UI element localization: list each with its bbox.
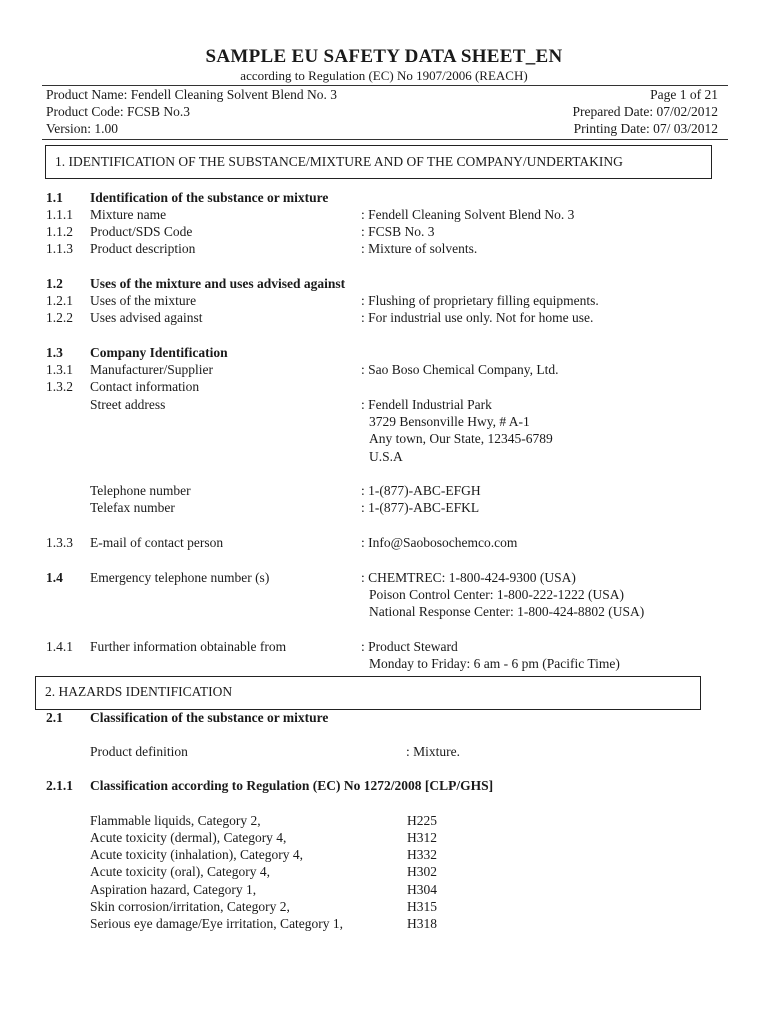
product-code: Product Code: FCSB No.3 xyxy=(46,104,191,119)
s1-3-1-num: 1.3.1 xyxy=(46,362,73,377)
s1-1-1-num: 1.1.1 xyxy=(46,207,73,222)
telefax-value: : 1-(877)-ABC-EFKL xyxy=(361,500,480,515)
telephone-value: : 1-(877)-ABC-EFGH xyxy=(361,483,481,498)
s1-3-2-num: 1.3.2 xyxy=(46,379,73,394)
classification-code: H304 xyxy=(407,882,437,897)
section-1-heading: 1. IDENTIFICATION OF THE SUBSTANCE/MIXTURE AND OF THE COMPANY/UNDERTAKING xyxy=(45,145,712,179)
s1-1-2-num: 1.1.2 xyxy=(46,224,73,239)
emergency-phone-line-2: Poison Control Center: 1-800-222-1222 (USA) xyxy=(369,587,624,602)
s1-1-num: 1.1 xyxy=(46,190,63,205)
street-address-line-2: 3729 Bensonville Hwy, # A-1 xyxy=(369,414,530,429)
classification-code: H312 xyxy=(407,830,437,845)
classification-label: Acute toxicity (inhalation), Category 4, xyxy=(90,847,303,862)
mixture-name-value: : Fendell Cleaning Solvent Blend No. 3 xyxy=(361,207,575,222)
classification-code: H315 xyxy=(407,899,437,914)
product-name: Product Name: Fendell Cleaning Solvent Blend No. 3 xyxy=(46,87,337,102)
contact-information-label: Contact information xyxy=(90,379,200,394)
product-definition-label: Product definition xyxy=(90,744,188,759)
s1-4-num: 1.4 xyxy=(46,570,63,585)
classification-code: H302 xyxy=(407,864,437,879)
email-value: : Info@Saobosochemco.com xyxy=(361,535,518,550)
manufacturer-value: : Sao Boso Chemical Company, Ltd. xyxy=(361,362,559,377)
printing-date: Printing Date: 07/ 03/2012 xyxy=(573,121,718,136)
header-top-rule xyxy=(42,85,728,86)
s1-2-2-num: 1.2.2 xyxy=(46,310,73,325)
classification-label: Skin corrosion/irritation, Category 2, xyxy=(90,899,290,914)
sds-code-value: : FCSB No. 3 xyxy=(361,224,435,239)
s2-1-label: Classification of the substance or mixture xyxy=(90,710,329,725)
header-bottom-rule xyxy=(42,139,728,140)
classification-code: H318 xyxy=(407,916,437,931)
street-address-label: Street address xyxy=(90,397,166,412)
emergency-phone-line-3: National Response Center: 1-800-424-8802 (USA) xyxy=(369,604,645,619)
prepared-date: Prepared Date: 07/02/2012 xyxy=(572,104,718,119)
s2-1-1-label: Classification according to Regulation (EC) No 1272/2008 [CLP/GHS] xyxy=(90,778,494,793)
classification-code: H332 xyxy=(407,847,437,862)
classification-label: Serious eye damage/Eye irritation, Category 1, xyxy=(90,916,344,931)
s1-3-num: 1.3 xyxy=(46,345,63,360)
page-number: Page 1 of 21 xyxy=(650,87,718,102)
version: Version: 1.00 xyxy=(46,121,118,136)
uses-advised-against-label: Uses advised against xyxy=(90,310,203,325)
street-address-line-4: U.S.A xyxy=(369,449,403,464)
email-label: E-mail of contact person xyxy=(90,535,224,550)
further-info-line-2: Monday to Friday: 6 am - 6 pm (Pacific Time) xyxy=(369,656,620,671)
sds-code-label: Product/SDS Code xyxy=(90,224,193,239)
street-address-line-1: : Fendell Industrial Park xyxy=(361,397,492,412)
uses-advised-against-value: : For industrial use only. Not for home use. xyxy=(361,310,594,325)
product-description-label: Product description xyxy=(90,241,196,256)
s1-1-label: Identification of the substance or mixture xyxy=(90,190,329,205)
emergency-phone-line-1: : CHEMTREC: 1-800-424-9300 (USA) xyxy=(361,570,576,585)
further-info-label: Further information obtainable from xyxy=(90,639,287,654)
s1-2-num: 1.2 xyxy=(46,276,63,291)
uses-label: Uses of the mixture xyxy=(90,293,197,308)
s1-1-3-num: 1.1.3 xyxy=(46,241,73,256)
mixture-name-label: Mixture name xyxy=(90,207,167,222)
further-info-line-1: : Product Steward xyxy=(361,639,458,654)
street-address-line-3: Any town, Our State, 12345-6789 xyxy=(369,431,553,446)
s2-1-num: 2.1 xyxy=(46,710,63,725)
s1-2-label: Uses of the mixture and uses advised against xyxy=(90,276,346,291)
classification-label: Aspiration hazard, Category 1, xyxy=(90,882,257,897)
classification-label: Acute toxicity (dermal), Category 4, xyxy=(90,830,287,845)
document-title: SAMPLE EU SAFETY DATA SHEET_EN xyxy=(205,46,563,67)
s1-4-1-num: 1.4.1 xyxy=(46,639,73,654)
product-definition-value: : Mixture. xyxy=(406,744,460,759)
classification-label: Acute toxicity (oral), Category 4, xyxy=(90,864,270,879)
s1-3-3-num: 1.3.3 xyxy=(46,535,73,550)
s1-3-label: Company Identification xyxy=(90,345,228,360)
manufacturer-label: Manufacturer/Supplier xyxy=(90,362,213,377)
document-subtitle: according to Regulation (EC) No 1907/2006 (REACH) xyxy=(240,68,528,83)
section-2-heading: 2. HAZARDS IDENTIFICATION xyxy=(35,676,701,710)
s1-2-1-num: 1.2.1 xyxy=(46,293,73,308)
classification-label: Flammable liquids, Category 2, xyxy=(90,813,261,828)
emergency-phone-label: Emergency telephone number (s) xyxy=(90,570,270,585)
classification-code: H225 xyxy=(407,813,437,828)
uses-value: : Flushing of proprietary filling equipments. xyxy=(361,293,599,308)
product-description-value: : Mixture of solvents. xyxy=(361,241,478,256)
telephone-label: Telephone number xyxy=(90,483,191,498)
telefax-label: Telefax number xyxy=(90,500,175,515)
s2-1-1-num: 2.1.1 xyxy=(46,778,73,793)
